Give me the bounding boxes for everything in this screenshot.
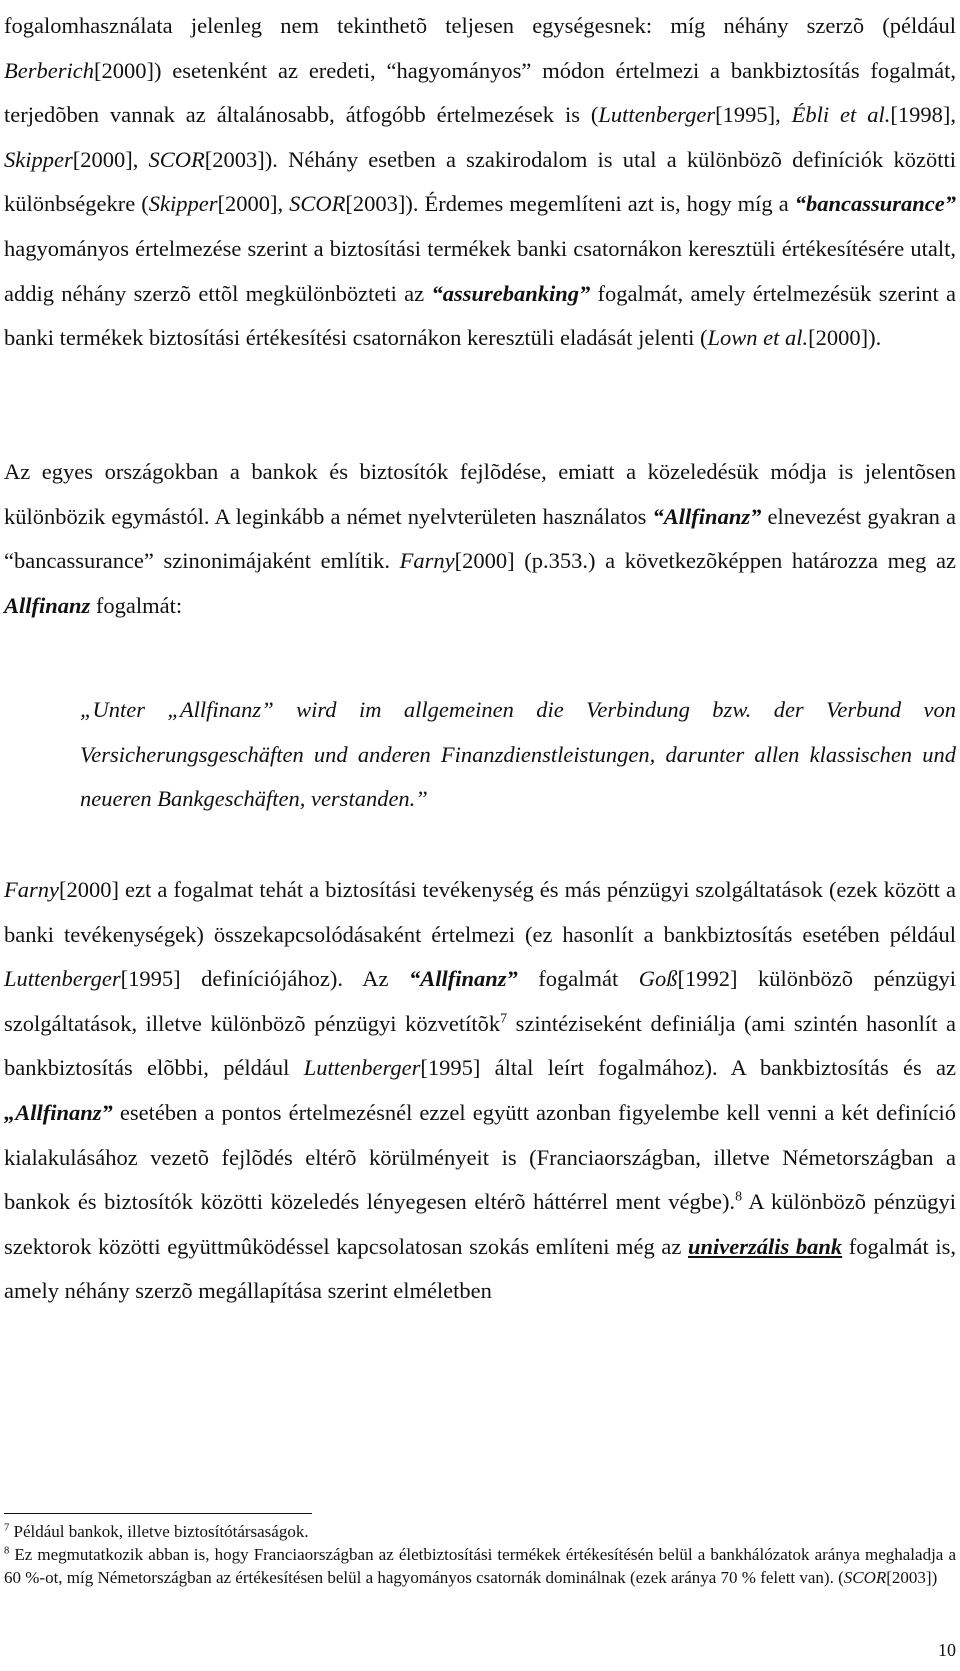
- text-run: [2000],: [217, 191, 290, 217]
- footnote-number: 8: [4, 1545, 10, 1557]
- text-run: [2003]). Érdemes megemlíteni azt is, hogy míg a: [345, 191, 795, 217]
- citation-author: Skipper: [148, 191, 218, 217]
- citation-author: Farny: [399, 548, 455, 574]
- text-run: fogalmát:: [90, 592, 183, 618]
- text-run: [1995] által leírt fogalmához). A bankbiztosítás és az: [420, 1055, 956, 1081]
- key-term: „Allfinanz”: [4, 1099, 113, 1125]
- citation-author: SCOR: [148, 146, 205, 172]
- text-run: [2000],: [72, 146, 149, 172]
- text-run: [1995] definíciójához). Az: [120, 966, 409, 992]
- citation-author: Lown et al.: [707, 325, 809, 351]
- citation-author: Luttenberger: [303, 1055, 421, 1081]
- footnote-text: Például bankok, illetve biztosítótársaságok.: [9, 1522, 309, 1541]
- footnote-8: [4, 1544, 956, 1589]
- footnote-7: [4, 1521, 956, 1544]
- page-number: 10: [938, 1640, 956, 1660]
- text-run: fogalomhasználata jelenleg nem tekinthetõ teljesen egységesnek: míg néhány szerzõ (például: [4, 13, 956, 38]
- text-run: [2000] ezt a fogalmat tehát a biztosítási tevékenység és más pénzügyi szolgáltatások (ezek között a banki tevékenységek) összekapcsolódásaként értelmezi (ez hasonlít a bankbiztosítás esetében például: [4, 877, 956, 947]
- text-run: hagyományos értelmezése szerint a biztosítási termékek banki csatornákon keresztüli értékesítésére utalt, addig néhány szerzõ ettõl megkülönbözteti az: [4, 235, 956, 306]
- text-run: [2000] (p.353.) a következõképpen határozza meg az: [454, 548, 956, 574]
- text-run: fogalmát is, amely néhány szerzõ megállapítása szerint elméletben: [4, 1233, 956, 1304]
- paragraph-2: [4, 450, 956, 628]
- text-run: [1998],: [890, 102, 956, 128]
- text-run: [2000]) esetenként az eredeti, “hagyományos” módon értelmezi a bankbiztosítás fogalmát, terjedõben vannak az általánosabb, átfogóbb értelmezések is (: [4, 57, 956, 128]
- key-term: “bancassurance”: [794, 191, 956, 217]
- citation-author: Skipper: [4, 146, 73, 172]
- footnote-divider: [4, 1513, 312, 1514]
- text-run: [1992] különbözõ pénzügyi szolgáltatások, illetve különbözõ pénzügyi közvetítõk: [4, 966, 956, 1036]
- text-run: fogalmát, amely értelmezésük szerint a banki termékek biztosítási értékesítési csatornákon keresztüli eladását jelenti (: [4, 280, 957, 351]
- block-quote: „Unter „Allfinanz” wird im allgemeinen die Verbindung bzw. der Verbund von Versicherungsgeschäften und anderen Finanzdienstleistungen, darunter allen klassischen und neueren Bankgeschäften, verstanden.”: [80, 697, 956, 812]
- key-term: “Allfinanz”: [408, 966, 518, 992]
- citation-author: Farny: [4, 877, 59, 902]
- text-run: [1995],: [715, 102, 792, 128]
- text-run: [2003]). Néhány esetben a szakirodalom is utal a különbözõ definíciók közötti különbségekre (: [4, 146, 956, 217]
- key-term: Allfinanz: [4, 592, 91, 618]
- paragraph-1: [4, 4, 956, 361]
- text-run: A különbözõ pénzügyi szektorok közötti együttmûködéssel kapcsolatosan szokás említeni még az: [4, 1189, 956, 1259]
- citation-author: Berberich: [4, 57, 94, 83]
- footnote-text: Ez megmutatkozik abban is, hogy Franciaországban az életbiztosítási termékek értékesítésén belül a bankhálózatok aránya meghaladja a 60 %-ot, míg Németországban az értékesítésen belül a hagyományos csatornák dominálnak (ezek aránya 70 % felett van). (: [4, 1545, 956, 1587]
- text-run: fogalmát: [517, 966, 639, 992]
- text-run: [2000]).: [808, 325, 882, 351]
- text-run: elnevezést gyakran a “bancassurance” szinonimájaként említik.: [4, 503, 956, 574]
- citation-author: Luttenberger: [4, 966, 121, 992]
- text-run: szintéziseként definiálja (ami szintén hasonlít a bankbiztosítás elõbbi, például: [4, 1010, 956, 1081]
- footnote-marker[interactable]: 8: [735, 1189, 743, 1205]
- text-run: Az egyes országokban a bankok és biztosítók fejlõdése, emiatt a közeledésük módja is jelentõsen különbözik egymástól. A leginkább a német nyelvterületen használatos: [4, 459, 956, 529]
- citation-author: Luttenberger: [598, 102, 716, 128]
- key-term: “assurebanking”: [431, 280, 591, 306]
- paragraph-3: [4, 868, 956, 1314]
- footnote-marker[interactable]: 7: [500, 1011, 508, 1027]
- citation-author: Goß: [638, 966, 678, 992]
- citation-author: Ébli et al.: [791, 102, 891, 128]
- key-term: “Allfinanz”: [652, 503, 762, 529]
- text-run: esetében a pontos értelmezésnél ezzel együtt azonban figyelembe kell venni a két definíció kialakulásához vezetõ fejlõdés eltérõ körülményeit is (Franciaországban, illetve Németországban a bankok és biztosítók közötti közeledés lényegesen eltérõ háttérrel ment végbe).: [4, 1099, 956, 1215]
- citation-author: SCOR: [289, 191, 346, 217]
- footnote-number: 7: [4, 1522, 10, 1534]
- key-term: univerzális bank: [688, 1233, 843, 1259]
- footnote-text: [2003]): [886, 1567, 938, 1587]
- citation-author: SCOR: [843, 1567, 887, 1587]
